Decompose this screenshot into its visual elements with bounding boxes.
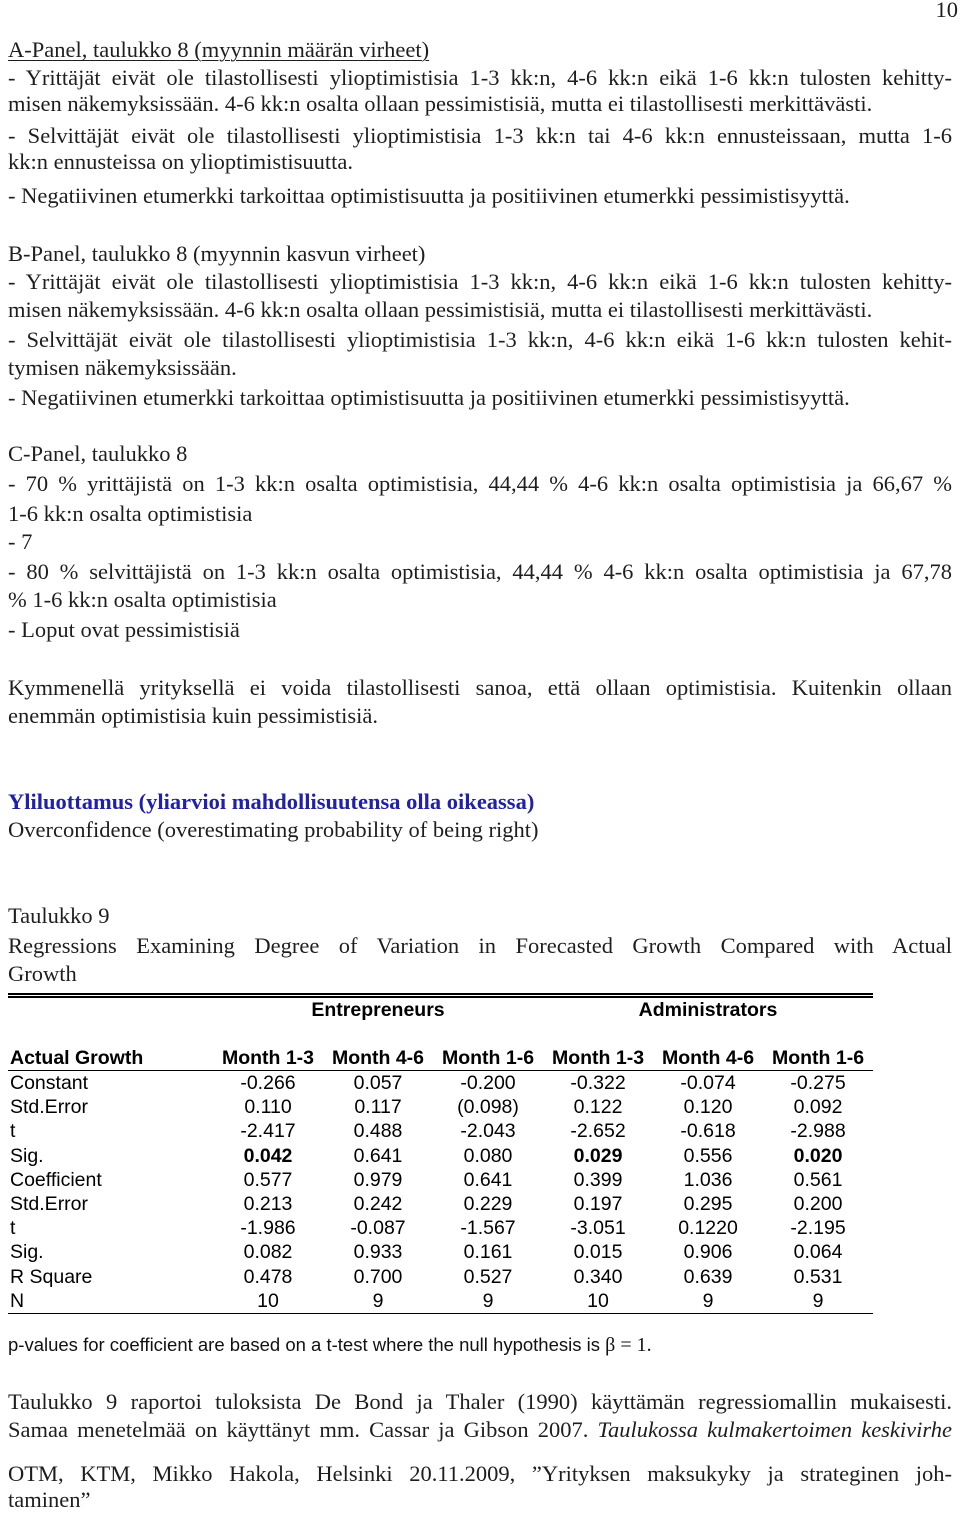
table-cell: 0.092 bbox=[793, 1096, 843, 1119]
column-header: Month 1-3 bbox=[213, 1046, 323, 1071]
table-cell: -2.417 bbox=[240, 1120, 296, 1143]
group-header-administrators: Administrators bbox=[638, 999, 778, 1021]
table-cell: -0.200 bbox=[460, 1072, 516, 1094]
table-cell: 0.080 bbox=[463, 1144, 513, 1167]
discussion-line bbox=[8, 1416, 952, 1444]
b-panel-line: - Negatiivinen etumerkki tarkoittaa optimistisuutta ja positiivinen etumerkki pessimistisyyttä. bbox=[8, 385, 850, 410]
table-cell: -2.195 bbox=[790, 1217, 846, 1240]
column-header: Month 4-6 bbox=[653, 1046, 763, 1071]
table-group-row bbox=[8, 996, 873, 1023]
table-cell: 9 bbox=[702, 1289, 714, 1312]
table-cell: 0.117 bbox=[354, 1096, 402, 1119]
column-header: Month 1-6 bbox=[763, 1046, 873, 1071]
table-cell: 0.064 bbox=[793, 1241, 843, 1264]
table-cell: -1.567 bbox=[460, 1217, 516, 1240]
table-row bbox=[8, 1240, 873, 1264]
column-header: Month 1-3 bbox=[543, 1046, 653, 1071]
table-cell: 0.029 bbox=[573, 1144, 623, 1167]
table-cell: 1.036 bbox=[683, 1168, 733, 1191]
footer-line: taminen” bbox=[8, 1487, 91, 1512]
table-cell: -0.266 bbox=[240, 1072, 296, 1094]
table-cell: 0.295 bbox=[683, 1193, 733, 1216]
table-cell: 0.042 bbox=[243, 1144, 293, 1167]
table-row bbox=[8, 1216, 873, 1240]
row-label: N bbox=[10, 1289, 25, 1312]
row-label: t bbox=[10, 1217, 16, 1240]
table-title: Regressions Examining Degree of Variation in Forecasted Growth Compared with Actual bbox=[8, 933, 952, 958]
table-cell: 0.1220 bbox=[678, 1217, 738, 1240]
table-cell: -2.652 bbox=[570, 1120, 626, 1143]
table-cell: 0.488 bbox=[353, 1120, 403, 1143]
b-panel-title: B-Panel, taulukko 8 (myynnin kasvun virheet) bbox=[8, 241, 426, 266]
row-label: Sig. bbox=[10, 1144, 44, 1167]
table-cell: 9 bbox=[482, 1289, 494, 1312]
c-panel-line: 1-6 kk:n osalta optimistisia bbox=[8, 501, 253, 526]
row-label: Std.Error bbox=[10, 1193, 89, 1216]
discussion-text: Samaa menetelmää on käyttänyt mm. Cassar ja Gibson 2007. bbox=[8, 1417, 589, 1442]
a-panel-line: - Negatiivinen etumerkki tarkoittaa optimistisuutta ja positiivinen etumerkki pessimistisyyttä. bbox=[8, 183, 850, 208]
discussion-line: Taulukko 9 raportoi tuloksista De Bond ja Thaler (1990) käyttämän regressiomallin mukaisesti. bbox=[8, 1389, 952, 1414]
table-cell: -0.074 bbox=[680, 1072, 736, 1094]
table-cell: 0.120 bbox=[683, 1096, 733, 1119]
column-header: Actual Growth bbox=[8, 1046, 213, 1071]
table-cell: 0.979 bbox=[353, 1168, 403, 1191]
page-number: 10 bbox=[935, 0, 958, 22]
table-title: Growth bbox=[8, 961, 77, 986]
c-panel-line: - 80 % selvittäjistä on 1-3 kk:n osalta optimistisia, 44,44 % 4-6 kk:n osalta optimistisia ja 67,78 bbox=[8, 559, 952, 584]
row-label: Std.Error bbox=[10, 1096, 89, 1119]
table-row bbox=[8, 1071, 873, 1096]
regression-table bbox=[8, 993, 873, 1314]
table-header-row bbox=[8, 1046, 873, 1071]
section-subheading: Overconfidence (overestimating probability of being right) bbox=[8, 817, 539, 842]
a-panel-title: A-Panel, taulukko 8 (myynnin määrän virheet) bbox=[8, 37, 430, 62]
discussion-italic-text: Taulukossa kulmakertoimen keskivirhe bbox=[597, 1417, 952, 1442]
table-cell: 0.020 bbox=[793, 1144, 843, 1167]
table-row bbox=[8, 1144, 873, 1168]
column-header: Month 1-6 bbox=[433, 1046, 543, 1071]
table-cell: 0.161 bbox=[463, 1241, 513, 1264]
table-cell: 0.933 bbox=[353, 1241, 403, 1264]
c-panel-title: C-Panel, taulukko 8 bbox=[8, 441, 188, 466]
table-cell: 9 bbox=[812, 1289, 824, 1312]
row-label: t bbox=[10, 1120, 16, 1143]
table-row bbox=[8, 1095, 873, 1119]
table-cell: 0.110 bbox=[244, 1096, 292, 1119]
b-panel-line: - Selvittäjät eivät ole tilastollisesti ylioptimistisia 1-3 kk:n, 4-6 kk:n eikä 1-6 kk:n tulosten kehit- bbox=[8, 327, 952, 352]
table-row bbox=[8, 1265, 873, 1289]
empty-cell bbox=[8, 996, 213, 1023]
table-cell: 10 bbox=[587, 1289, 609, 1312]
table-cell: 0.229 bbox=[463, 1193, 513, 1216]
table-cell: 0.700 bbox=[353, 1265, 403, 1288]
conclusion-line: Kymmenellä yrityksellä ei voida tilastollisesti sanoa, että ollaan optimistisia. Kuitenkin ollaan bbox=[8, 675, 952, 700]
b-panel-line: misen näkemyksissään. 4-6 kk:n osalta ollaan pessimistisiä, mutta ei tilastollisesti merkittävästi. bbox=[8, 297, 873, 322]
conclusion-line: enemmän optimistisia kuin pessimistisiä. bbox=[8, 703, 378, 728]
row-label: Coefficient bbox=[10, 1168, 102, 1191]
column-header: Month 4-6 bbox=[323, 1046, 433, 1071]
table-note-formula: β = 1. bbox=[605, 1334, 652, 1356]
a-panel-line: misen näkemyksissään. 4-6 kk:n osalta ollaan pessimistisiä, mutta ei tilastollisesti merkittävästi. bbox=[8, 91, 873, 116]
table-cell: 0.340 bbox=[573, 1265, 623, 1288]
section-heading: Yliluottamus (yliarvioi mahdollisuutensa olla oikeassa) bbox=[8, 789, 535, 814]
row-label: R Square bbox=[10, 1265, 93, 1288]
table-cell: 0.641 bbox=[353, 1144, 403, 1167]
table-cell: 0.242 bbox=[353, 1193, 403, 1216]
table-row bbox=[8, 1168, 873, 1192]
b-panel-line: - Yrittäjät eivät ole tilastollisesti ylioptimistisia 1-3 kk:n, 4-6 kk:n eikä 1-6 kk:n tulosten kehitty- bbox=[8, 269, 952, 294]
c-panel-line: - Loput ovat pessimistisiä bbox=[8, 617, 240, 642]
a-panel-line: - Selvittäjät eivät ole tilastollisesti ylioptimistisia 1-3 kk:n tai 4-6 kk:n ennusteissaan, mutta 1-6 bbox=[8, 123, 952, 148]
table-cell: 0.399 bbox=[573, 1168, 623, 1191]
group-header-entrepreneurs: Entrepreneurs bbox=[311, 999, 445, 1021]
footer-line: OTM, KTM, Mikko Hakola, Helsinki 20.11.2009, ”Yrityksen maksukyky ja strateginen joh- bbox=[8, 1461, 952, 1486]
table-cell: -1.986 bbox=[240, 1217, 296, 1240]
c-panel-line: - 70 % yrittäjistä on 1-3 kk:n osalta optimistisia, 44,44 % 4-6 kk:n osalta optimistisia ja 66,67 % bbox=[8, 471, 952, 496]
table-cell: (0.098) bbox=[457, 1096, 519, 1119]
row-label: Sig. bbox=[10, 1241, 44, 1264]
table-spacer-row bbox=[8, 1022, 873, 1046]
row-label: Constant bbox=[10, 1072, 89, 1094]
table-note bbox=[8, 1331, 652, 1359]
table-cell: -3.051 bbox=[570, 1217, 626, 1240]
table-cell: 0.200 bbox=[793, 1193, 843, 1216]
table-cell: 0.082 bbox=[243, 1241, 293, 1264]
table-cell: -0.618 bbox=[680, 1120, 736, 1143]
table-cell: 0.561 bbox=[793, 1168, 843, 1191]
a-panel-line: - Yrittäjät eivät ole tilastollisesti ylioptimistisia 1-3 kk:n, 4-6 kk:n eikä 1-6 kk:n tulosten kehitty- bbox=[8, 65, 952, 90]
empty-cell bbox=[8, 1022, 873, 1046]
table-cell: 0.531 bbox=[793, 1265, 843, 1288]
table-label: Taulukko 9 bbox=[8, 903, 110, 928]
table-cell: 0.527 bbox=[463, 1265, 513, 1288]
table-cell: 0.639 bbox=[683, 1265, 733, 1288]
table-cell: -0.322 bbox=[570, 1072, 626, 1094]
table-cell: -2.988 bbox=[790, 1120, 846, 1143]
table-note-text: p-values for coefficient are based on a t-test where the null hypothesis is bbox=[8, 1334, 600, 1355]
table-cell: 0.122 bbox=[573, 1096, 623, 1119]
table-cell: 10 bbox=[257, 1289, 279, 1312]
table-row bbox=[8, 1119, 873, 1143]
table-cell: -2.043 bbox=[460, 1120, 516, 1143]
table-cell: 0.057 bbox=[353, 1072, 403, 1094]
table-cell: 9 bbox=[372, 1289, 384, 1312]
table-cell: 0.556 bbox=[683, 1144, 733, 1167]
table-cell: -0.275 bbox=[790, 1072, 846, 1094]
table-cell: 0.906 bbox=[683, 1241, 733, 1264]
table-row bbox=[8, 1289, 873, 1314]
table-cell: -0.087 bbox=[350, 1217, 406, 1240]
table-row bbox=[8, 1192, 873, 1216]
table-cell: 0.015 bbox=[573, 1241, 623, 1264]
c-panel-line: - 7 bbox=[8, 529, 33, 554]
table-cell: 0.478 bbox=[243, 1265, 293, 1288]
table-cell: 0.577 bbox=[243, 1168, 293, 1191]
a-panel-line: kk:n ennusteissa on ylioptimistisuutta. bbox=[8, 149, 353, 174]
table-cell: 0.641 bbox=[463, 1168, 513, 1191]
b-panel-line: tymisen näkemyksissään. bbox=[8, 355, 237, 380]
table-cell: 0.197 bbox=[573, 1193, 623, 1216]
c-panel-line: % 1-6 kk:n osalta optimistisia bbox=[8, 587, 277, 612]
table-cell: 0.213 bbox=[243, 1193, 293, 1216]
